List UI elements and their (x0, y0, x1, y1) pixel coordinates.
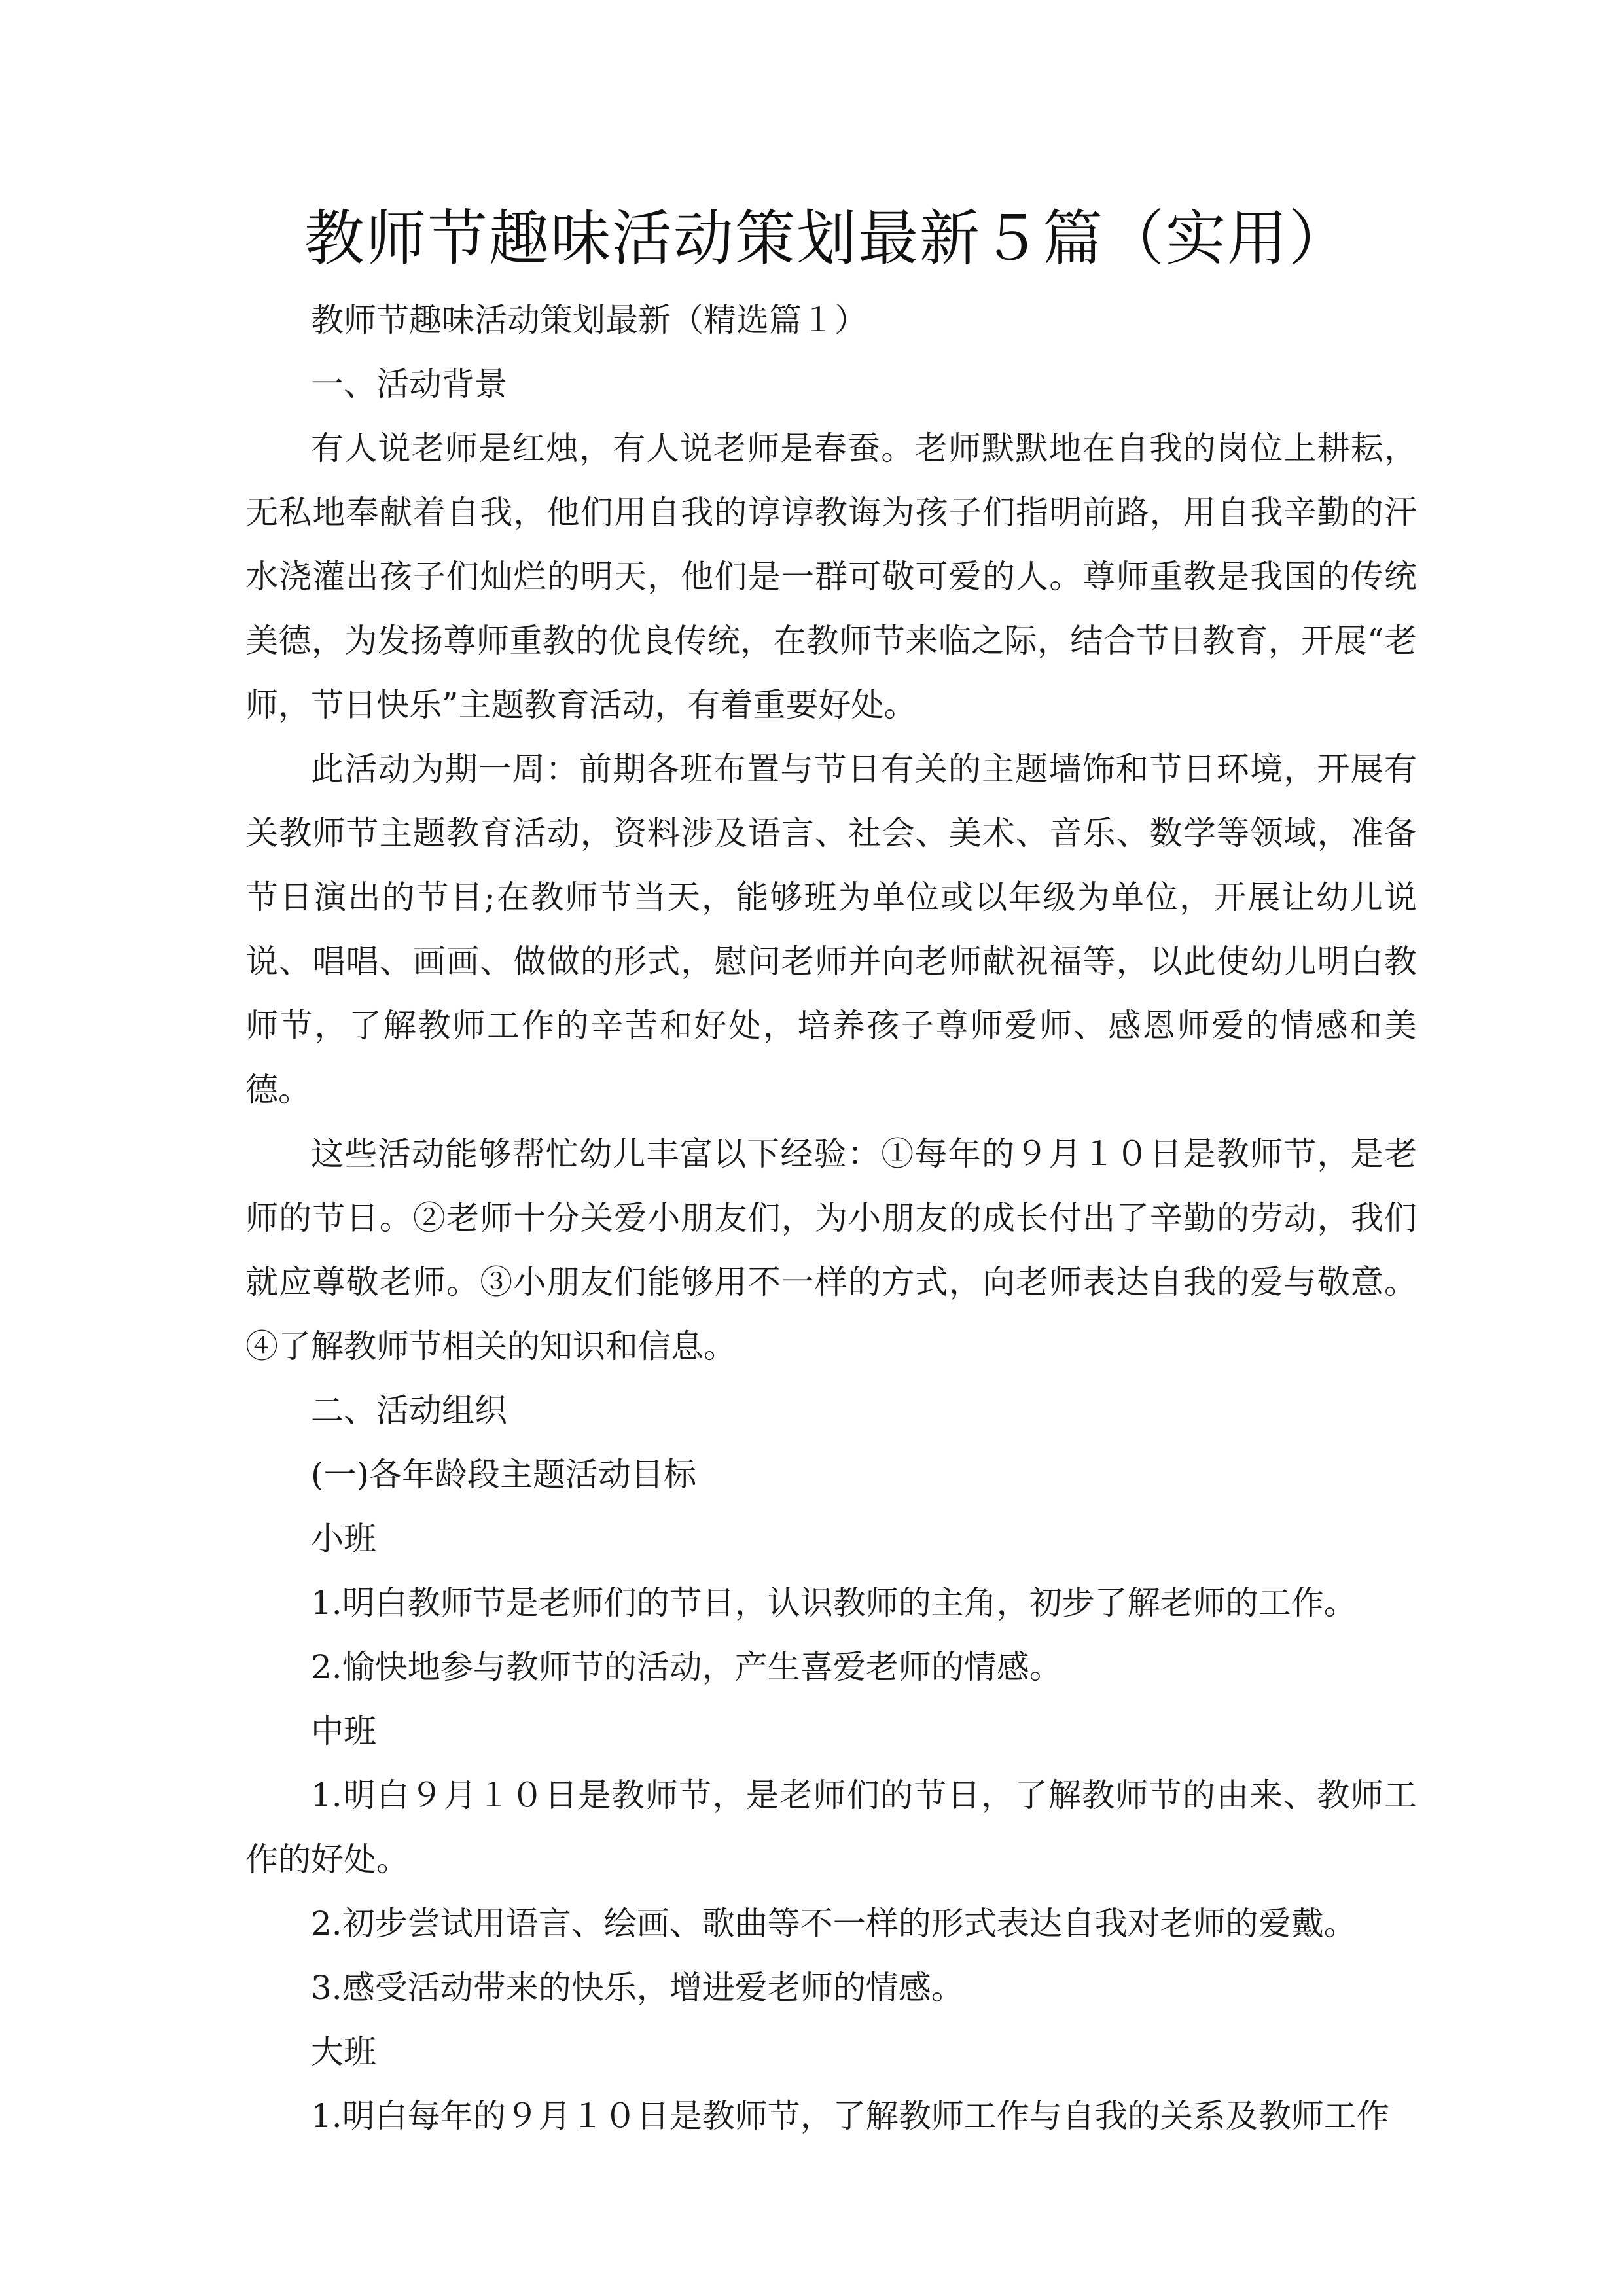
section-heading: 二、活动组织 (311, 1391, 507, 1429)
group-heading-middle-class: 中班 (311, 1712, 376, 1750)
list-item: 1.明白教师节是老师们的节日，认识教师的主角，初步了解老师的工作。 (311, 1584, 1357, 1622)
document-title: 教师节趣味活动策划最新５篇（实用） (304, 204, 1351, 274)
section-subtitle: 教师节趣味活动策划最新（精选篇１） (311, 301, 867, 339)
subsection-heading: (一)各年龄段主题活动目标 (311, 1456, 697, 1494)
body-paragraph: 这些活动能够帮忙幼儿丰富以下经验：①每年的９月１０日是教师节，是老师的节日。②老师十分关爱小朋友们，为小朋友的成长付出了辛勤的劳动，我们就应尊敬老师。③小朋友们能够用不一样的方式，向老师表达自我的爱与敬意。④了解教师节相关的知识和信息。 (245, 1135, 1417, 1365)
list-item: 3.感受活动带来的快乐，增进爱老师的情感。 (311, 1969, 964, 2007)
list-item: 1.明白每年的９月１０日是教师节，了解教师工作与自我的关系及教师工作 (311, 2097, 1389, 2135)
group-heading-small-class: 小班 (311, 1520, 376, 1558)
document-body (245, 288, 1417, 2148)
group-heading-large-class: 大班 (311, 2033, 376, 2071)
section-heading: 一、活动背景 (311, 365, 507, 403)
list-item: 2.愉快地参与教师节的活动，产生喜爱老师的情感。 (311, 1648, 1062, 1686)
list-item: 1.明白９月１０日是教师节，是老师们的节日，了解教师节的由来、教师工作的好处。 (245, 1776, 1417, 1878)
list-item: 2.初步尝试用语言、绘画、歌曲等不一样的形式表达自我对老师的爱戴。 (311, 1905, 1357, 1943)
body-paragraph: 有人说老师是红烛，有人说老师是春蚕。老师默默地在自我的岗位上耕耘，无私地奉献着自我，他们用自我的谆谆教诲为孩子们指明前路，用自我辛勤的汗水浇灌出孩子们灿烂的明天，他们是一群可敬可爱的人。尊师重教是我国的传统美德，为发扬尊师重教的优良传统，在教师节来临之际，结合节日教育，开展“老师，节日快乐”主题教育活动，有着重要好处。 (245, 429, 1417, 724)
body-paragraph: 此活动为期一周：前期各班布置与节日有关的主题墙饰和节日环境，开展有关教师节主题教育活动，资料涉及语言、社会、美术、音乐、数学等领域，准备节日演出的节目;在教师节当天，能够班为单位或以年级为单位，开展让幼儿说说、唱唱、画画、做做的形式，慰问老师并向老师献祝福等，以此使幼儿明白教师节，了解教师工作的辛苦和好处，培养孩子尊师爱师、感恩师爱的情感和美德。 (245, 750, 1417, 1109)
